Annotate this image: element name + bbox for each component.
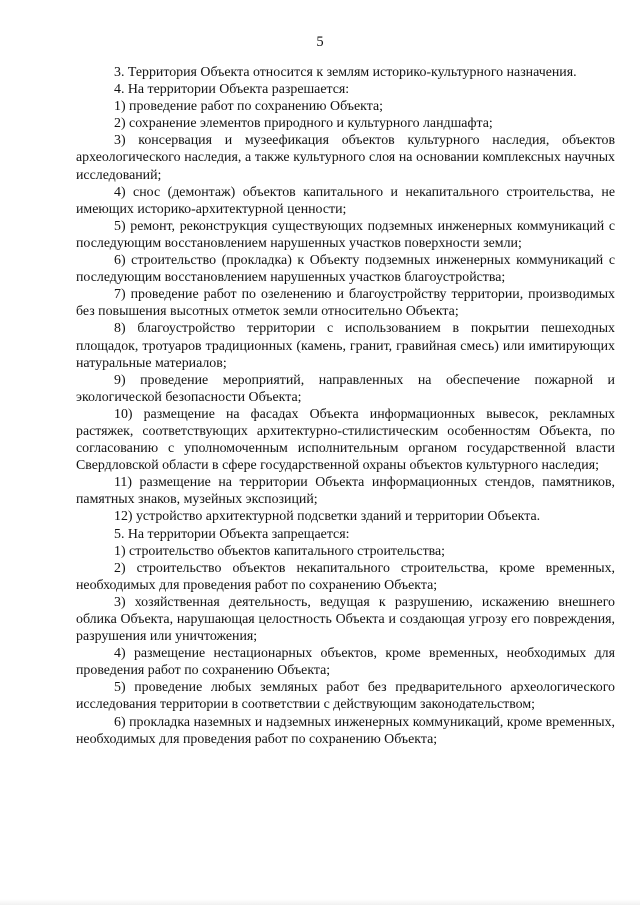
- prohibited-item-2: 2) строительство объектов некапитального строительства, кроме временных, необходимых для проведения работ по сохранению Объекта;: [76, 560, 615, 593]
- prohibited-item-1: 1) строительство объектов капитального строительства;: [114, 543, 446, 559]
- document-body: [76, 64, 615, 748]
- permitted-item-3: 3) консервация и музеефикация объектов культурного наследия, объектов археологического наследия, а также культурного слоя на основании комплексных научных исследований;: [76, 133, 615, 183]
- permitted-item-12: 12) устройство архитектурной подсветки зданий и территории Объекта.: [114, 509, 541, 525]
- prohibited-item-6: 6) прокладка наземных и надземных инженерных коммуникаций, кроме временных, необходимых для проведения работ по сохранению Объекта;: [76, 714, 615, 747]
- permitted-item-9: 9) проведение мероприятий, направленных на обеспечение пожарной и экологической безопасности Объекта;: [76, 372, 615, 405]
- paragraph-4-heading: 4. На территории Объекта разрешается:: [114, 82, 350, 98]
- permitted-item-7: 7) проведение работ по озеленению и благоустройству территории, производимых без повышения высотных отметок земли относительно Объекта;: [76, 287, 615, 320]
- permitted-item-4: 4) снос (демонтаж) объектов капитального и некапитального строительства, не имеющих историко-архитектурной ценности;: [76, 184, 615, 217]
- permitted-item-6: 6) строительство (прокладка) к Объекту подземных инженерных коммуникаций с последующим восстановлением нарушенных участков благоустройства;: [76, 253, 615, 286]
- permitted-item-5: 5) ремонт, реконструкция существующих подземных инженерных коммуникаций с последующим восстановлением нарушенных участков поверхности земли;: [76, 218, 615, 251]
- permitted-item-11: 11) размещение на территории Объекта информационных стендов, памятников, памятных знаков, музейных экспозиций;: [76, 475, 615, 508]
- paragraph-3: 3. Территория Объекта относится к землям историко-культурного назначения.: [114, 65, 577, 80]
- permitted-item-8: 8) благоустройство территории с использованием в покрытии пешеходных площадок, тротуаров традиционных (камень, гранит, гравийная смесь) или имитирующих натуральные материалов;: [76, 321, 615, 371]
- permitted-item-2: 2) сохранение элементов природного и культурного ландшафта;: [114, 116, 493, 132]
- permitted-item-1: 1) проведение работ по сохранению Объекта;: [114, 99, 383, 115]
- prohibited-item-4: 4) размещение нестационарных объектов, кроме временных, необходимых для проведения работ по сохранению Объекта;: [76, 646, 615, 679]
- prohibited-item-3: 3) хозяйственная деятельность, ведущая к разрушению, искажению внешнего облика Объекта, нарушающая целостность Объекта и создающая угрозу его повреждения, разрушения или уничтожения;: [76, 594, 615, 645]
- page-number: 5: [316, 34, 324, 50]
- prohibited-item-5: 5) проведение любых земляных работ без предварительного археологического исследования территории в соответствии с действующим законодательством;: [76, 680, 615, 713]
- scan-bottom-edge: [0, 899, 640, 905]
- paragraph-5-heading: 5. На территории Объекта запрещается:: [114, 526, 350, 542]
- permitted-item-10: 10) размещение на фасадах Объекта информационных вывесок, рекламных растяжек, соответствующих архитектурно-стилистическим особенностям Объекта, по согласованию с уполномоченным исполнительным органом государственной власти Свердловской области в сфере государственной охраны объектов культурного наследия;: [76, 406, 615, 474]
